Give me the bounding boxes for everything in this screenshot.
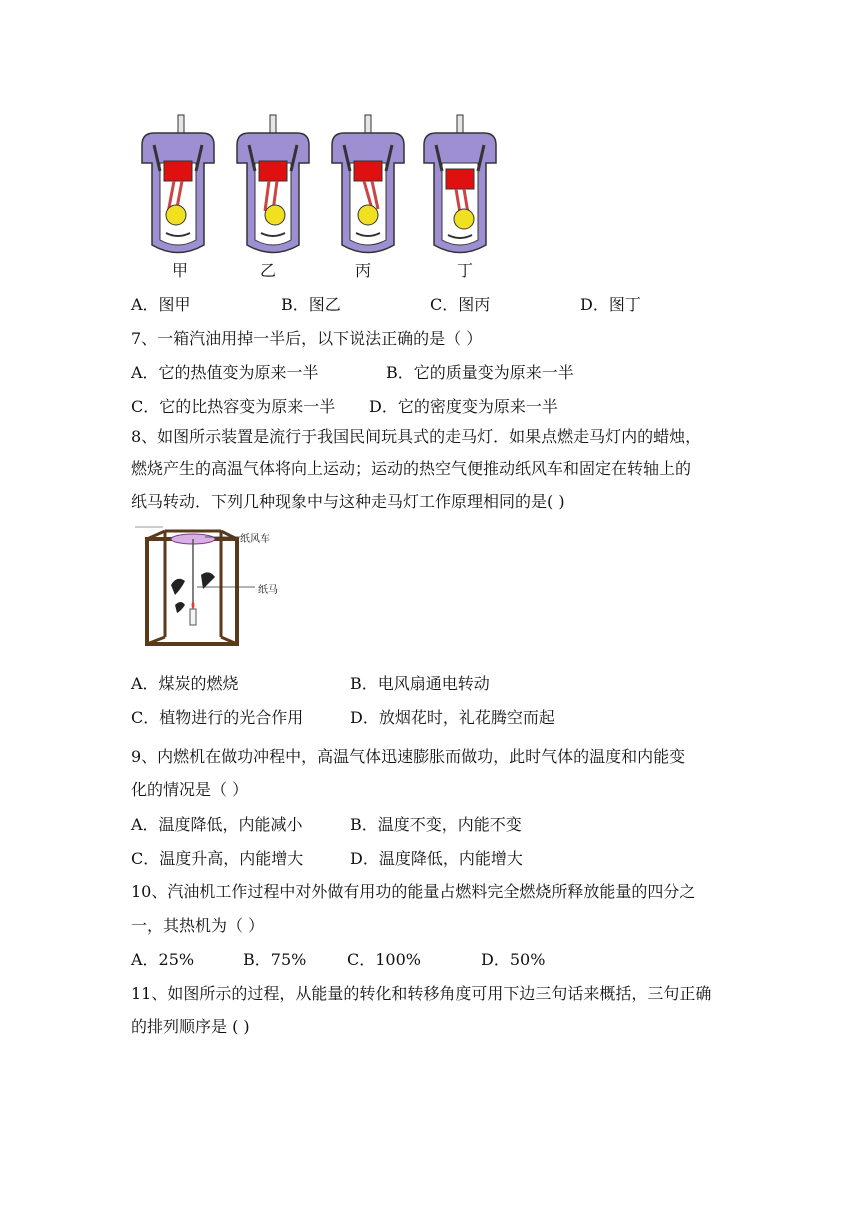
q6-option-a[interactable]: A．图甲 [131, 295, 191, 314]
engine-label-ding: 丁 [457, 261, 474, 280]
q8-stem-line-1: 8、如图所示装置是流行于我国民间玩具式的走马灯．如果点燃走马灯内的蜡烛， [131, 427, 702, 446]
q9-stem-line-2: 化的情况是（ ） [131, 780, 249, 799]
label-paper-horse: 纸马 [258, 585, 278, 596]
q11-stem-line-1: 11、如图所示的过程，从能量的转化和转移角度可用下边三句话来概括，三句正确 [131, 984, 712, 1003]
engine-label-bing: 丙 [355, 261, 372, 280]
q9-stem-line-1: 9、内燃机在做功冲程中，高温气体迅速膨胀而做功，此时气体的温度和内能变 [131, 747, 686, 766]
q7-option-c[interactable]: C．它的比热容变为原来一半 [131, 397, 336, 416]
q10-stem-line-2: 一，其热机为（ ） [131, 916, 265, 935]
engine-label-jia: 甲 [172, 261, 189, 280]
engine-label-yi: 乙 [260, 261, 277, 280]
q10-option-c[interactable]: C．100% [347, 950, 421, 969]
q8-stem-line-2: 燃烧产生的高温气体将向上运动；运动的热空气便推动纸风车和固定在转轴上的 [131, 459, 692, 478]
label-paper-windmill: 纸风车 [240, 534, 270, 545]
q11-stem-line-2: 的排列顺序是 ( ) [131, 1017, 250, 1036]
lantern-diagram [135, 525, 245, 655]
q6-option-b[interactable]: B．图乙 [281, 295, 341, 314]
q7-option-a[interactable]: A．它的热值变为原来一半 [131, 363, 319, 382]
engine-diagram-ding [420, 115, 500, 255]
q10-option-d[interactable]: D．50% [481, 950, 546, 969]
q8-option-c[interactable]: C．植物进行的光合作用 [131, 708, 304, 727]
q8-option-d[interactable]: D．放烟花时，礼花腾空而起 [350, 708, 555, 727]
engine-diagram-yi [233, 115, 313, 255]
q10-option-a[interactable]: A．25% [131, 950, 195, 969]
q9-option-d[interactable]: D．温度降低，内能增大 [350, 849, 523, 868]
q6-option-d[interactable]: D．图丁 [580, 295, 641, 314]
q6-option-c[interactable]: C．图丙 [430, 295, 491, 314]
q8-option-a[interactable]: A．煤炭的燃烧 [131, 674, 239, 693]
q10-option-b[interactable]: B．75% [243, 950, 307, 969]
q9-option-c[interactable]: C．温度升高，内能增大 [131, 849, 304, 868]
q7-option-d[interactable]: D．它的密度变为原来一半 [369, 397, 558, 416]
q8-option-b[interactable]: B．电风扇通电转动 [350, 674, 490, 693]
q9-option-b[interactable]: B．温度不变，内能不变 [350, 815, 522, 834]
q7-stem: 7、一箱汽油用掉一半后，以下说法正确的是（ ） [131, 329, 483, 348]
engine-diagram-bing [328, 115, 408, 255]
engine-diagram-jia [138, 115, 218, 255]
q9-option-a[interactable]: A．温度降低，内能减小 [131, 815, 303, 834]
q8-stem-line-3: 纸马转动．下列几种现象中与这种走马灯工作原理相同的是( ) [131, 492, 565, 511]
q7-option-b[interactable]: B．它的质量变为原来一半 [386, 363, 574, 382]
q10-stem-line-1: 10、汽油机工作过程中对外做有用功的能量占燃料完全燃烧所释放能量的四分之 [131, 882, 696, 901]
